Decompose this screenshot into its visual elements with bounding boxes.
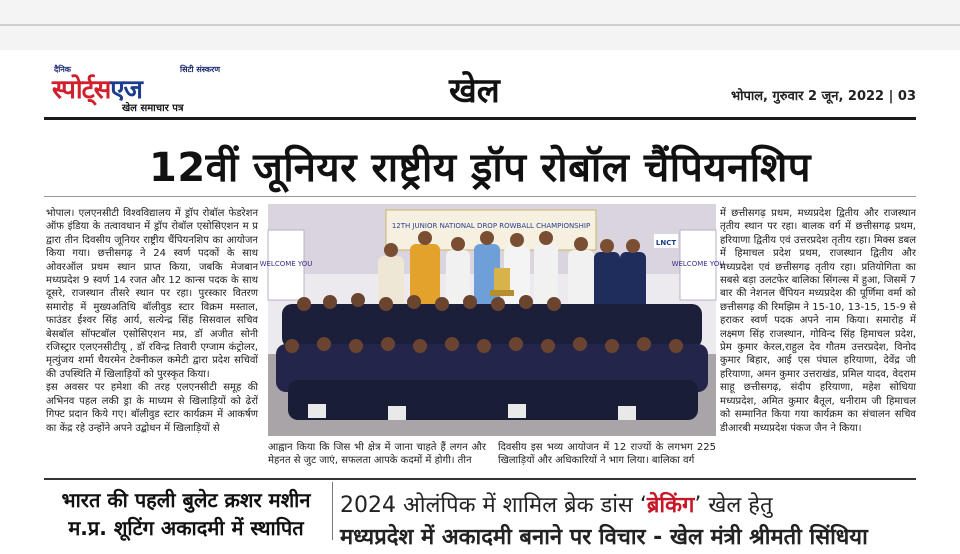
section-title: खेल	[449, 71, 500, 111]
bottom-left-line-2: म.प्र. शूटिंग अकादमी में स्थापित	[68, 516, 304, 540]
article-right-column	[720, 207, 916, 472]
bottom-right-headline	[340, 490, 916, 554]
masthead	[44, 62, 916, 112]
welcome-right: WELCOME YOU	[671, 260, 725, 268]
article-paragraph: में छत्तीसगढ़ प्रथम, मध्यप्रदेश द्वितीय और राजस्थान तृतीय स्थान पर रहा। बालक वर्ग में छत्तीसगढ़ प्रथम, हरियाणा द्वितीय एवं उत्तरप्रदेश तृतीय रहा। मिक्स डबल में हिमाचल प्रदेश प्रथम, राजस्थान द्वितीय और मध्यप्रदेश एवं छत्तीसगढ़ तृतीय रहा। प्रतियोगिता का सबसे बड़ा उलटफेर बालिका सिंगल्स में हुआ, जिसमें 7 बार की नेशनल चैंपियन मध्यप्रदेश की पूर्णिमा वर्मा को छत्तीसगढ़ की रिमझिम ने 15-10, 13-15, 15-9 से हराकर स्वर्ण पदक अपने नाम किया। समारोह में लक्ष्मण सिंह राजस्थान, गोविन्द सिंह हिमाचल प्रदेश, प्रेम कुमार केरल,राहुल देव गौतम उत्तरप्रदेश, विनोद कुमार बिहार, आई एस पंघाल हरियाणा, देवेंद्र जी हरियाणा, अमन कुमार उत्तराखंड, प्रमिल यादव, वेदराम साहू छत्तीसगढ़, संदीप हरियाणा, महेश सोधिया मध्यप्रदेश, अमित कुमार बैतूल, धनीराम जी हिमाचल को सम्मानित किया गया कार्यक्रम का संचालन सचिव डीआरबी मध्यप्रदेश पंकज जैन ने किया।	[720, 208, 916, 434]
welcome-left: WELCOME YOU	[259, 260, 313, 268]
event-photo	[259, 204, 725, 436]
article-paragraph: भोपाल। एलएनसीटी विश्वविद्यालय में ड्रॉप रोबॉल फेडरेशन ऑफ इंडिया के तत्वावधान में ड्रॉप रोबॉल एसोसिएशन म प्र द्वारा तीन दिवसीय जूनियर राष्ट्रीय चैंपियनशिप का आयोजन किया गया। छत्तीसगढ़ ने 24 स्वर्ण पदकों के साथ ओवरऑल प्रथम स्थान प्राप्त किया, जबकि मेजबान मध्यप्रदेश 9 स्वर्ण 14 रजत और 12 कान्स पदक के साथ दूसरे, राजस्थान तीसरे स्थान पर रहा। पुरस्कार वितरण समारोह में मुख्यअतिथि बॉलीवुड स्टार विक्रम मस्ताल, फाउंडर ईश्वर सिंह आर्य, सत्येन्द्र सिंह सिसवाल सचिव बेसबॉल सॉफ्टबॉल एसोसिएशन मप्र, डॉ अजीत सोनी रजिस्ट्रार एलएनसीटीयू , डॉ रविन्द्र तिवारी एग्जाम कंट्रोलर, मृत्युंजय शर्मा चैयरमेन टेक्नीकल कमेटी द्वारा प्रदेश सचिवों की उपस्थिति में खिलाड़ियों को पुरस्कृत किया।	[46, 208, 258, 380]
bottom-left-headline	[44, 486, 328, 542]
bottom-right-line-1	[340, 490, 916, 522]
article-left-column	[46, 207, 258, 472]
bottom-right-post: ’ खेल हेतु	[694, 493, 773, 518]
article-headline: 12वीं जूनियर राष्ट्रीय ड्रॉप रोबॉल चैंपियनशिप	[148, 145, 811, 191]
logo-brand-part1: स्पोर्ट्स	[52, 75, 111, 105]
caption-right: दिवसीय इस भव्य आयोजन में 12 राज्यों के लगभग 225 खिलाड़ियों और अधिकारियों ने भाग लिया। बालिका वर्ग	[498, 442, 716, 467]
bottom-right-pre: 2024 ओलंपिक में शामिल ब्रेक डांस ‘	[340, 493, 647, 518]
headline-rule	[44, 196, 916, 197]
bottom-right-highlight: ब्रेकिंग	[646, 493, 695, 518]
article-paragraph: इस अवसर पर हमेशा की तरह एलएनसीटी समूह की अभिनव पहल लकी ड्रा के माध्यम से खिलाड़ियों को ढेरों गिफ्ट प्रदान किये गए। बॉलीवुड स्टार कार्यक्रम में आकर्षण का केंद्र रहे उन्होंने अपने उद्बोधन में खिलाड़ियों से	[46, 382, 258, 434]
logo-prefix: दैनिक	[54, 65, 71, 74]
team-players	[276, 293, 708, 420]
logo-edition: सिटी संस्करण	[180, 65, 221, 74]
bottom-left-line-1: भारत की पहली बुलेट क्रशर मशीन	[61, 488, 311, 512]
event-photo-illustration	[259, 204, 725, 436]
banner-text: 12TH JUNIOR NATIONAL DROP ROWBALL CHAMPIONSHIP	[391, 222, 591, 230]
dateline: भोपाल, गुरुवार 2 जून, 2022 | 03	[730, 89, 916, 104]
org-logo: LNCT	[655, 239, 677, 247]
logo-tagline: खेल समाचार पत्र	[122, 103, 184, 114]
logo-brand-part2: एज	[110, 75, 142, 105]
bottom-right-line-2: मध्यप्रदेश में अकादमी बनाने पर विचार - खेल मंत्री श्रीमती सिंधिया	[340, 525, 868, 550]
caption-left: आह्वान किया कि जिस भी क्षेत्र में जाना चाहते हैं लगन और मेहनत से जुट जाएं, सफलता आपके कदमों में होगी। तीन	[268, 442, 486, 467]
column-separator	[332, 482, 333, 540]
bottom-rule	[44, 478, 916, 480]
top-divider	[0, 24, 960, 26]
masthead-rule	[44, 117, 916, 120]
newspaper-logo	[52, 62, 232, 112]
